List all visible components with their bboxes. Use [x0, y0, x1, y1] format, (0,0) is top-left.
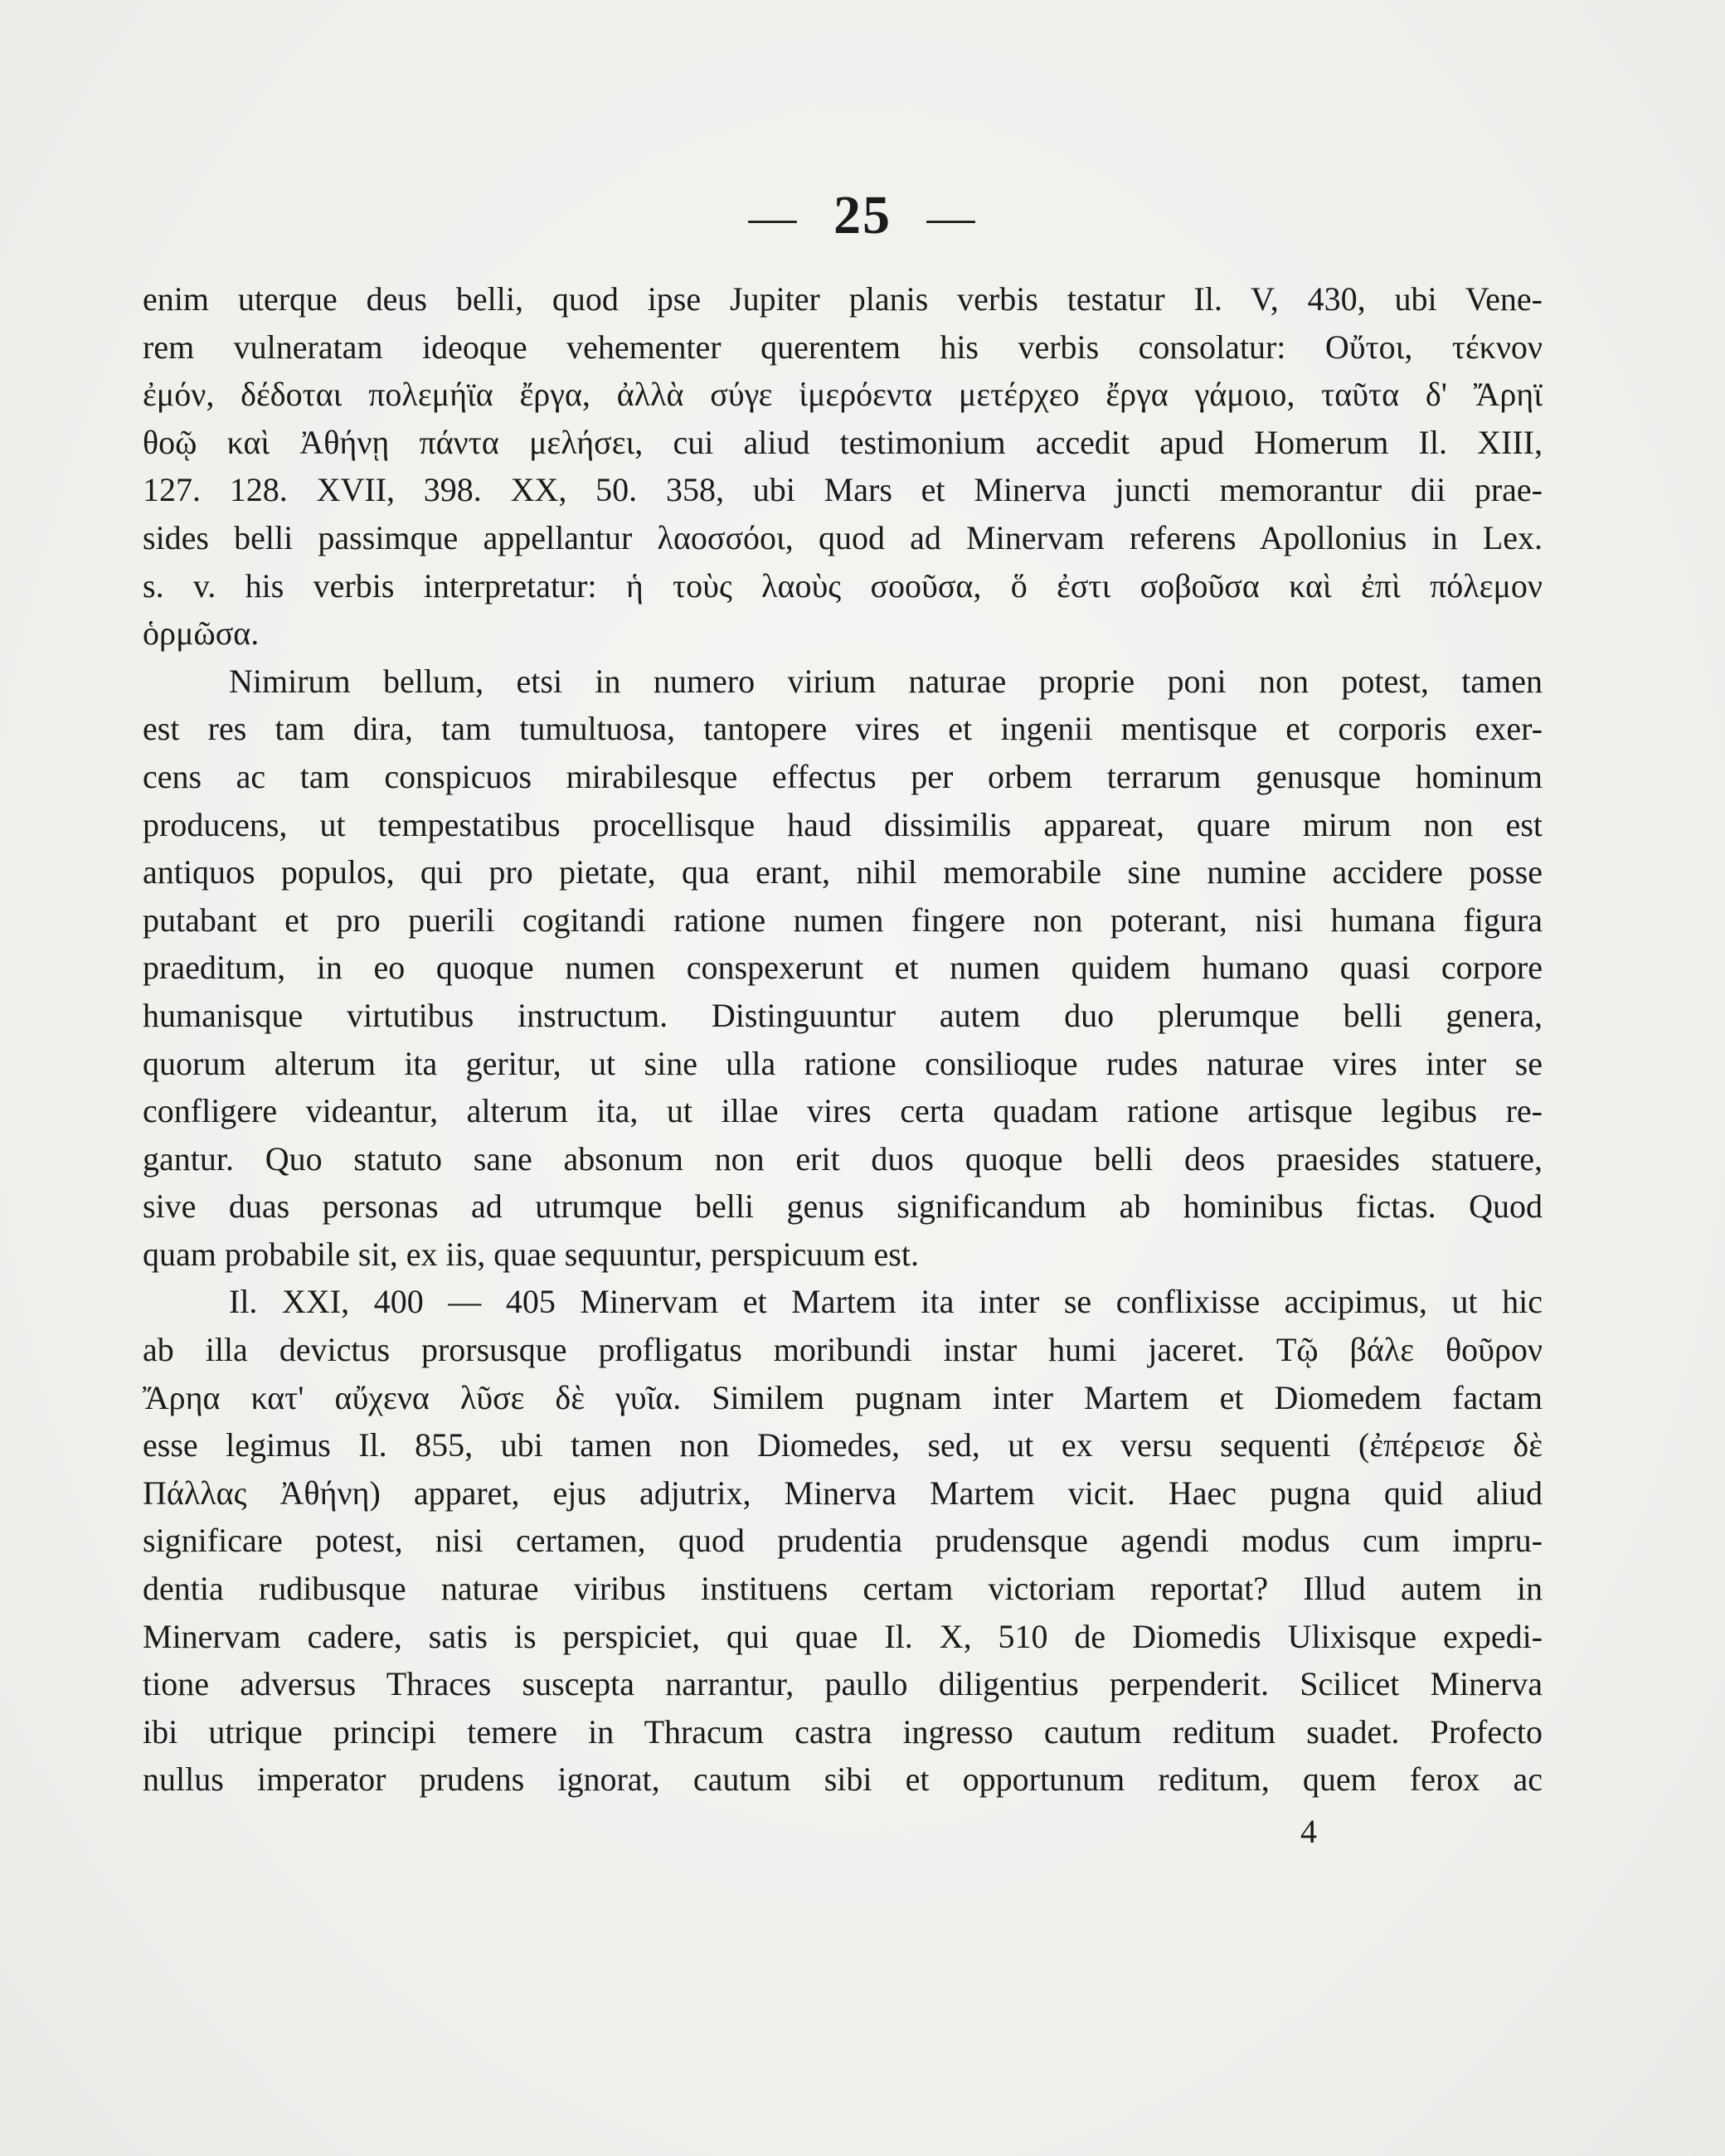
text-line: cens ac tam conspicuos mirabilesque effectus per orbem terrarum genusque hominum	[143, 757, 1543, 795]
paragraph-start-line: Il. XXI, 400 — 405 Minervam et Martem ita inter se conflixisse accipimus, ut hic	[229, 1283, 1543, 1321]
text-line: nullus imperator prudens ignorat, cautum sibi et opportunum reditum, quem ferox ac	[143, 1760, 1543, 1799]
text-line: ὁρμῶσα.	[143, 614, 260, 653]
text-line: Minervam cadere, satis is perspiciet, qui quae Il. X, 510 de Diomedis Ulixisque expedi-	[143, 1617, 1543, 1655]
paragraph-start-line: Nimirum bellum, etsi in numero virium naturae proprie poni non potest, tamen	[229, 662, 1543, 700]
text-line: significare potest, nisi certamen, quod prudentia prudensque agendi modus cum impru-	[143, 1522, 1543, 1560]
body-text	[143, 275, 1543, 1804]
text-line: putabant et pro puerili cogitandi ratione numen fingere non poterant, nisi humana figura	[143, 901, 1543, 939]
text-line: confligere videantur, alterum ita, ut illae vires certa quadam ratione artisque legibus re-	[143, 1092, 1543, 1130]
text-line: s. v. his verbis interpretatur: ἡ τοὺς λαοὺς σοοῦσα, ὅ ἐστι σοβοῦσα καὶ ἐπὶ πόλεμον	[143, 566, 1543, 605]
text-line: Ἄρηα κατ' αὔχενα λῦσε δὲ γυῖα. Similem pugnam inter Martem et Diomedem factam	[143, 1378, 1543, 1416]
text-line: praeditum, in eo quoque numen conspexerunt et numen quidem humano quasi corpore	[143, 949, 1543, 987]
text-line: antiquos populos, qui pro pietate, qua erant, nihil memorabile sine numine accidere posse	[143, 853, 1543, 891]
text-line: esse legimus Il. 855, ubi tamen non Diomedes, sed, ut ex versu sequenti (ἐπέρεισε δὲ	[143, 1426, 1543, 1464]
text-line: quorum alterum ita geritur, ut sine ulla ratione consilioque rudes naturae vires inter se	[143, 1044, 1543, 1082]
text-line: gantur. Quo statuto sane absonum non erit duos quoque belli deos praesides statuere,	[143, 1139, 1543, 1178]
text-line: ab illa devictus prorsusque profligatus moribundi instar humi jaceret. Τῷ βάλε θοῦρον	[143, 1331, 1543, 1369]
text-line: quam probabile sit, ex iis, quae sequuntur, perspicuum est.	[143, 1235, 919, 1273]
text-line: rem vulneratam ideoque vehementer querentem his verbis consolatur: Οὔτοι, τέκνον	[143, 328, 1543, 366]
text-line: ibi utrique principi temere in Thracum castra ingresso cautum reditum suadet. Profecto	[143, 1712, 1543, 1751]
text-line: humanisque virtutibus instructum. Distinguuntur autem duo plerumque belli genera,	[143, 996, 1543, 1034]
text-line: Πάλλας Ἀθήνη) apparet, ejus adjutrix, Minerva Martem vicit. Haec pugna quid aliud	[143, 1474, 1543, 1512]
text-line: 127. 128. XVII, 398. XX, 50. 358, ubi Mars et Minerva juncti memorantur dii prae-	[143, 471, 1543, 509]
page-header	[0, 184, 1725, 247]
header-dash-right: —	[926, 190, 977, 244]
text-line: tione adversus Thraces suscepta narrantur, paullo diligentius perpenderit. Scilicet Minerva	[143, 1665, 1543, 1703]
text-line: dentia rudibusque naturae viribus instituens certam victoriam reportat? Illud autem in	[143, 1570, 1543, 1608]
text-line: producens, ut tempestatibus procellisque haud dissimilis appareat, quare mirum non est	[143, 805, 1543, 843]
text-line: est res tam dira, tam tumultuosa, tantopere vires et ingenii mentisque et corporis exer-	[143, 710, 1543, 748]
signature-mark: 4	[1300, 1813, 1317, 1850]
text-line: ἐμόν, δέδοται πολεμήϊα ἔργα, ἀλλὰ σύγε ἱμερόεντα μετέρχεο ἔργα γάμοιο, ταῦτα δ' Ἄρηϊ	[143, 376, 1543, 414]
text-line: θοῷ καὶ Ἀθήνῃ πάντα μελήσει, cui aliud testimonium accedit apud Homerum Il. XIII,	[143, 423, 1543, 461]
page-number: 25	[833, 185, 892, 245]
text-line: enim uterque deus belli, quod ipse Jupiter planis verbis testatur Il. V, 430, ubi Vene-	[143, 280, 1543, 318]
header-dash-left: —	[748, 190, 799, 244]
text-line: sides belli passimque appellantur λαοσσόοι, quod ad Minervam referens Apollonius in Lex.	[143, 518, 1543, 556]
text-line: sive duas personas ad utrumque belli genus significandum ab hominibus fictas. Quod	[143, 1187, 1543, 1226]
